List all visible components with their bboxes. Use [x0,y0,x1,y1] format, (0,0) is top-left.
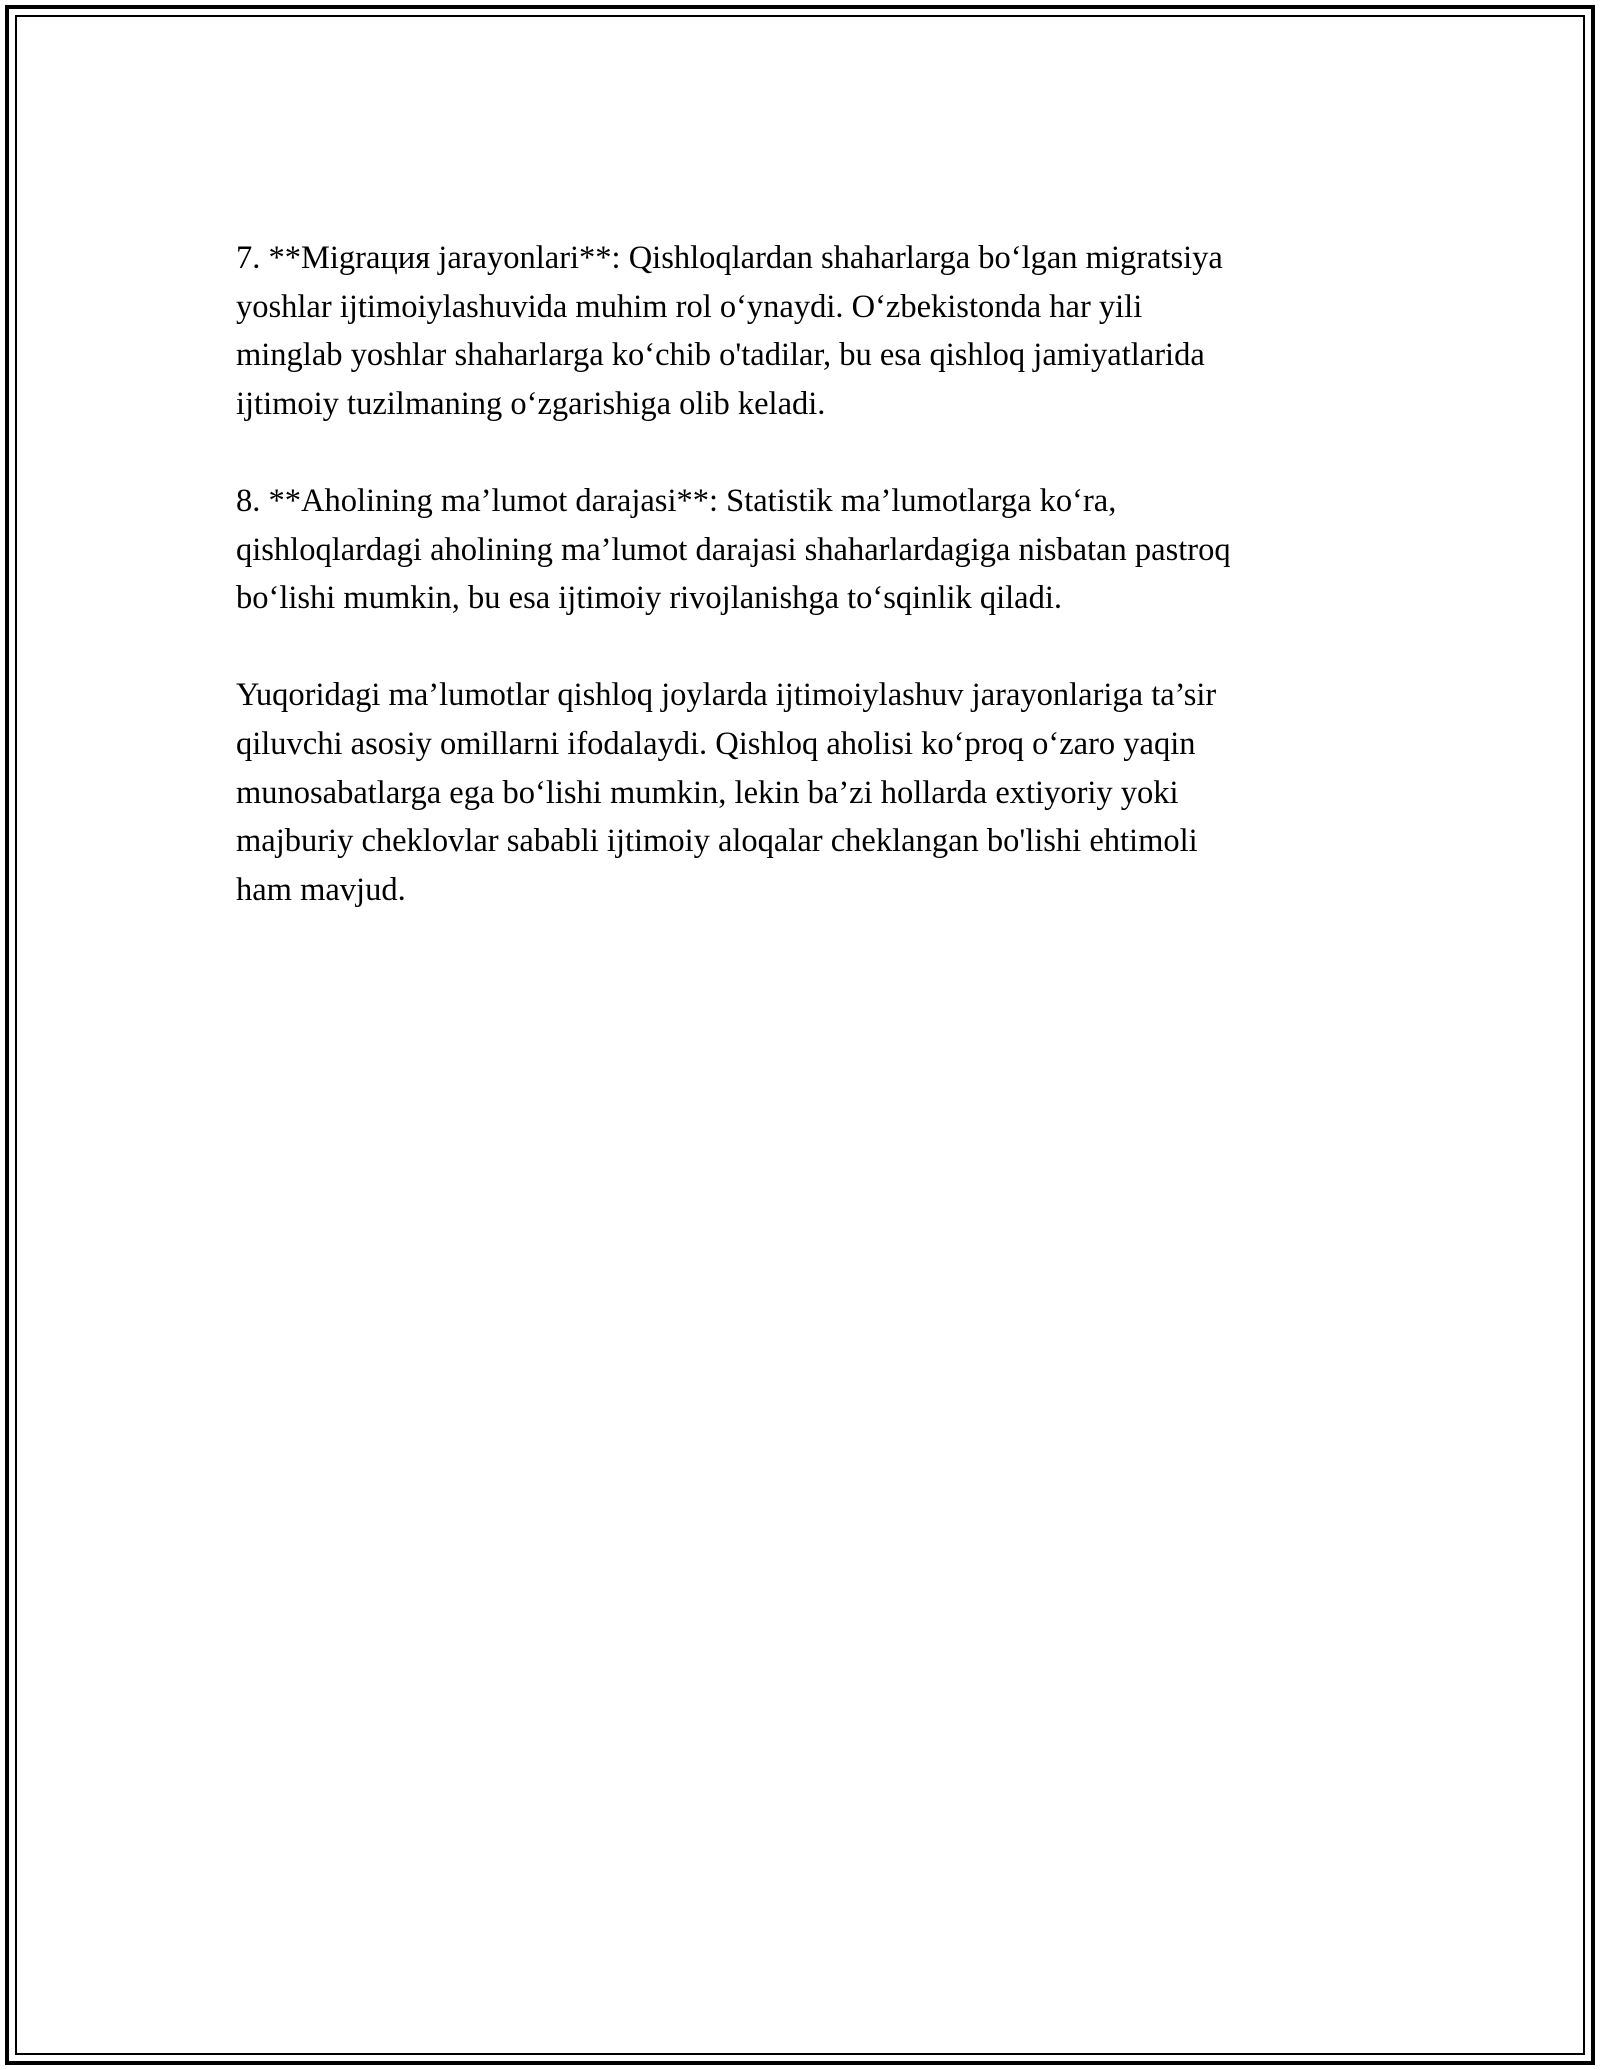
document-body [236,234,1366,963]
paragraph-migration: 7. **Migrация jarayonlari**: Qishloqlardan shaharlarga bo‘lgan migratsiya yoshlar ijtimoiylashuvida muhim rol o‘ynaydi. O‘zbekistonda har yili minglab yoshlar shaharlarga ko‘chib o'tadilar, bu esa qishloq jamiyatlarida ijtimoiy tuzilmaning o‘zgarishiga olib keladi. [236,240,1223,422]
paragraph-conclusion: Yuqoridagi ma’lumotlar qishloq joylarda ijtimoiylashuv jarayonlariga ta’sir qiluvchi asosiy omillarni ifodalaydi. Qishloq aholisi ko‘proq o‘zaro yaqin munosabatlarga ega bo‘lishi mumkin, lekin ba’zi hollarda extiyoriy yoki majburiy cheklovlar sababli ijtimoiy aloqalar cheklangan bo'lishi ehtimoli ham mavjud. [236,677,1217,908]
paragraph-education-level: 8. **Aholining ma’lumot darajasi**: Statistik ma’lumotlarga ko‘ra, qishloqlardagi aholining ma’lumot darajasi shaharlardagiga nisbatan pastroq bo‘lishi mumkin, bu esa ijtimoiy rivojlanishga to‘sqinlik qiladi. [236,482,1231,617]
